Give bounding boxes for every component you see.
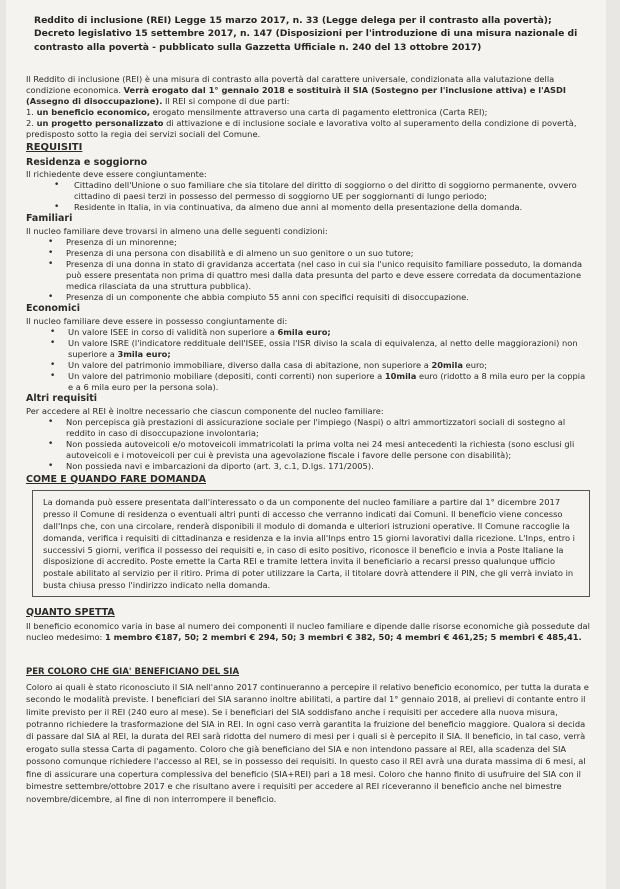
intro-section [26,74,592,140]
item-number: 1. [26,107,37,118]
item-text: erogato mensilmente attraverso una carta di pagamento elettronica (Carta REI); [149,107,488,118]
item-bold: 6mila euro; [277,326,331,337]
intro-paragraph [26,74,592,107]
requisiti-heading: REQUISITI [26,142,83,154]
intro-text: Il Reddito di inclusione (REI) è una misura di contrasto alla povertà dal carattere universale, condizionata alla valutazione della condizione economica. [26,74,555,96]
item-text-end: euro (ridotto a 8 mila euro per la coppia e a 6 mila euro per la persona sola). [68,370,586,392]
domanda-box [32,490,590,596]
intro-bold-text: Verrà erogato dal 1° gennaio 2018 e sostituirà il SIA (Sostegno per l'inclusione attiva) e l'ASDI (Assegno di disoccupazione). [26,85,567,107]
familiari-list [26,237,592,303]
document-page [6,0,606,889]
list-item [26,327,592,338]
intro-item-1 [26,107,592,118]
domanda-heading: COME E QUANDO FARE DOMANDA [26,473,206,485]
document-title: Reddito di inclusione (REI) Legge 15 marzo 2017, n. 33 (Legge delega per il contrasto alla povertà); Decreto legislativo 15 settembre 2017, n. 147 (Disposizioni per l'introduzione di una misura nazionale di contrasto alla povertà - pubblicato sulla Gazzetta Ufficiale n. 240 del 13 ottobre 2017) [34,15,578,53]
list-item: • Non possieda autoveicoli e/o motoveicoli immatricolati la prima volta nei 24 mesi antecedenti la richiesta (sono esclusi gli autoveicoli e i motoveicoli per cui è prevista una agevolazione fiscale i favore delle persone con disabilità); [26,439,592,461]
economici-lead: Il nucleo familiare deve essere in possesso congiuntamente di: [26,315,288,326]
quanto-spetta-heading: QUANTO SPETTA [26,606,115,618]
list-item: • Presenza di una persona con disabilità e di almeno un suo genitore o un suo tutore; [26,248,592,259]
item-text: Un valore del patrimonio mobiliare (depositi, conti correnti) non superiore a [68,370,385,381]
sia-heading: PER COLORO CHE GIA' BENEFICIANO DEL SIA [26,667,240,678]
residenza-heading: Residenza e soggiorno [26,156,148,168]
domanda-text: La domanda può essere presentata dall'interessato o da un componente del nucleo familiare a partire dal 1° dicembre 2017 presso il Comune di residenza o eventuali altri punti di accesso che verranno indicati dai Comuni. Il beneficio viene concesso dall'Inps che, con una circolare, renderà disponibili il modulo di domanda e ulteriori istruzioni operative. Il Comune raccoglie la domanda, verifica i requisiti di cittadinanza e residenza e la invia all'Inps entro 15 giorni lavorativi dalla ricezione. L'Inps, entro i successivi 5 giorni, verifica il possesso dei requisiti e, in caso di esito positivo, riconosce il beneficio e invia a Poste Italiane la disposizione di accredito. Poste emette la Carta REI e tramite lettera invita il beneficiario a recarsi presso qualunque ufficio postale abilitato al servizio per il ritiro. Prima di poter utilizzare la Carta, il titolare dovrà attendere il PIN, che gli verrà inviato in busta chiusa presso l'indirizzo indicato nella domanda. [43,497,575,590]
list-item: • Presenza di un componente che abbia compiuto 55 anni con specifici requisiti di disoccupazione. [26,292,592,303]
intro-list [26,107,592,140]
item-text-end: euro; [462,359,488,370]
altri-requisiti-heading: Altri requisiti [26,392,98,404]
altri-requisiti-lead: Per accedere al REI è inoltre necessario che ciascun componente del nucleo familiare: [26,405,384,416]
list-item: • Residente in Italia, in via continuativa, da almeno due anni al momento della presentazione della domanda. [26,202,592,213]
sia-text: Coloro ai quali è stato riconosciuto il SIA nell'anno 2017 continueranno a percepire il relativo beneficio economico, per tutta la durata e secondo le modalità previste. I beneficiari del SIA saranno inoltre abilitati, a partire dal 1° gennaio 2018, ai prelievi di contante entro il limite previsto per il REI (240 euro al mese). Se i beneficiari del SIA soddisfano anche i requisiti per accedere alla nuova misura, potranno richiedere la trasformazione del SIA in REI. In ogni caso verrà garantita la fruizione del beneficio maggiore. Qualora si decida di passare dal SIA al REI, la durata del REI sarà ridotta del numero di mesi per i quali si è percepito il SIA. Il beneficio, in tal caso, verrà erogato sulla stessa Carta di pagamento. Coloro che già beneficiano del SIA e non intendono passare al REI, alla scadenza del SIA possono comunque richiedere l'accesso al REI, se in possesso dei requisiti. In questo caso il REI avrà una durata massima di 6 mesi, al fine di assicurare una copertura complessiva del beneficio (SIA+REI) pari a 18 mesi. Coloro che hanno finito di usufruire del SIA con il bimestre settembre/ottobre 2017 e che risultano avere i requisiti per accedere al REI riceveranno il beneficio anche nel bimestre novembre/dicembre, al fine di non interrompere il beneficio. [26,681,589,804]
residenza-lead: Il richiedente deve essere congiuntamente: [26,169,207,180]
list-item: • Cittadino dell'Unione o suo familiare che sia titolare del diritto di soggiorno o del diritto di soggiorno permanente, ovvero cittadino di paesi terzi in possesso del permesso di soggiorno UE per soggiornanti di lungo periodo; [26,180,592,202]
list-item: • Non possieda navi e imbarcazioni da diporto (art. 3, c.1, D.lgs. 171/2005). [26,461,592,472]
item-bold: 20mila [431,359,463,370]
intro-item-2 [26,118,592,140]
item-bold: 10mila [384,370,417,381]
familiari-heading: Familiari [26,213,73,225]
quanto-amounts: 1 membro €187, 50; 2 membri € 294, 50; 3 membri € 382, 50; 4 membri € 461,25; 5 membri € 485,41. [104,632,582,643]
item-bold: un progetto personalizzato [36,118,164,129]
residenza-list [26,180,592,213]
list-item [26,338,592,360]
item-number: 2. [26,118,37,129]
item-text: Un valore ISEE in corso di validità non superiore a [68,326,278,337]
list-item [26,360,592,371]
list-item [26,371,592,393]
list-item: • Presenza di un minorenne; [26,237,592,248]
intro-text-end: Il REI si compone di due parti: [162,96,290,107]
item-text: Un valore del patrimonio immobiliare, diverso dalla casa di abitazione, non superiore a [68,359,432,370]
item-bold: 3mila euro; [117,348,171,359]
familiari-lead: Il nucleo familiare deve trovarsi in almeno una delle seguenti condizioni: [26,225,328,236]
altri-requisiti-list [26,417,592,472]
quanto-spetta-text [26,621,592,643]
item-bold: un beneficio economico, [36,107,150,118]
item-text: Un valore ISRE (l'indicatore reddituale dell'ISEE, ossia l'ISR diviso la scala di equivalenza, al netto delle maggiorazioni) non superiore a [68,337,578,359]
list-item: • Presenza di una donna in stato di gravidanza accertata (nel caso in cui sia l'unico requisito familiare posseduto, la domanda può essere presentata non prima di quattro mesi dalla data presunta del parto e deve essere corredata da documentazione medica rilasciata da una struttura pubblica). [26,259,592,292]
item-text: di attivazione e di inclusione sociale e lavorativa volto al superamento della condizione di povertà, predisposto sotto la regia dei servizi sociali del Comune. [26,118,577,140]
economici-list [26,327,592,393]
list-item: • Non percepisca già prestazioni di assicurazione sociale per l'impiego (Naspi) o altri ammortizzatori sociali di sostegno al reddito in caso di disoccupazione involontaria; [26,417,592,439]
economici-heading: Economici [26,303,80,315]
quanto-text: Il beneficio economico varia in base al numero dei componenti il nucleo familiare e dipende dalle risorse economiche già possedute dal nucleo medesimo: [26,621,590,643]
